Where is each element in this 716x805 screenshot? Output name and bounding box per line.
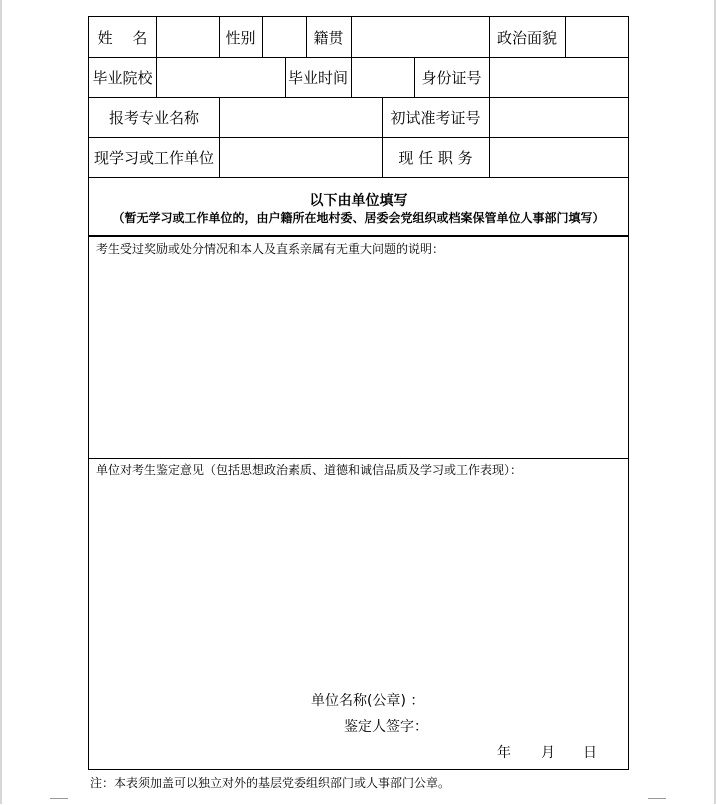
appraisal-text-area[interactable] [90, 479, 627, 679]
id-number-label: 身份证号 [421, 68, 482, 87]
date-year-label: 年 [497, 745, 511, 761]
political-status-label: 政治面貌 [496, 28, 557, 47]
unit-name-seal-label: 单位名称(公章) ： [311, 693, 425, 709]
gender-label: 性别 [225, 28, 256, 47]
exam-id-label: 初试准考证号 [390, 108, 481, 127]
position-label: 现 任 职 务 [398, 148, 473, 167]
footnote: 注：本表须加盖可以独立对外的基层党委组织部门或人事部门公章。 [90, 776, 451, 790]
date-day-label: 日 [583, 745, 597, 761]
exam-id-field[interactable] [490, 98, 628, 136]
section-subtitle: （暂无学习或工作单位的，由户籍所在地村委、居委会党组织或档案保管单位人事部门填写） [112, 211, 605, 225]
appraiser-signature-label: 鉴定人签字： [344, 719, 428, 735]
employer-field[interactable] [220, 138, 382, 176]
appraisal-prompt: 单位对考生鉴定意见（包括思想政治素质、道德和诚信品质及学习或工作表现）： [96, 463, 523, 477]
native-place-label: 籍贯 [313, 28, 344, 47]
id-number-field[interactable] [490, 58, 628, 96]
gender-field[interactable] [263, 18, 306, 56]
name-label: 姓 名 [97, 28, 148, 47]
position-field[interactable] [490, 138, 628, 176]
name-field[interactable] [157, 18, 219, 56]
school-label: 毕业院校 [92, 68, 153, 87]
political-status-field[interactable] [566, 18, 628, 56]
date-month-label: 月 [541, 745, 555, 761]
graduation-time-field[interactable] [352, 58, 414, 96]
page-left-edge [0, 0, 2, 804]
school-field[interactable] [157, 58, 285, 96]
rewards-text-area[interactable] [90, 257, 627, 456]
section-divider [89, 235, 628, 237]
rewards-prompt: 考生受过奖励或处分情况和本人及直系亲属有无重大问题的说明： [96, 242, 445, 256]
row-divider [89, 177, 628, 178]
section-title: 以下由单位填写 [309, 193, 408, 209]
native-place-field[interactable] [352, 18, 489, 56]
employer-label: 现学习或工作单位 [93, 148, 214, 167]
major-label: 报考专业名称 [108, 108, 199, 127]
row-divider [89, 458, 628, 459]
graduation-time-label: 毕业时间 [287, 68, 348, 87]
major-field[interactable] [220, 98, 382, 136]
application-form [88, 16, 629, 770]
